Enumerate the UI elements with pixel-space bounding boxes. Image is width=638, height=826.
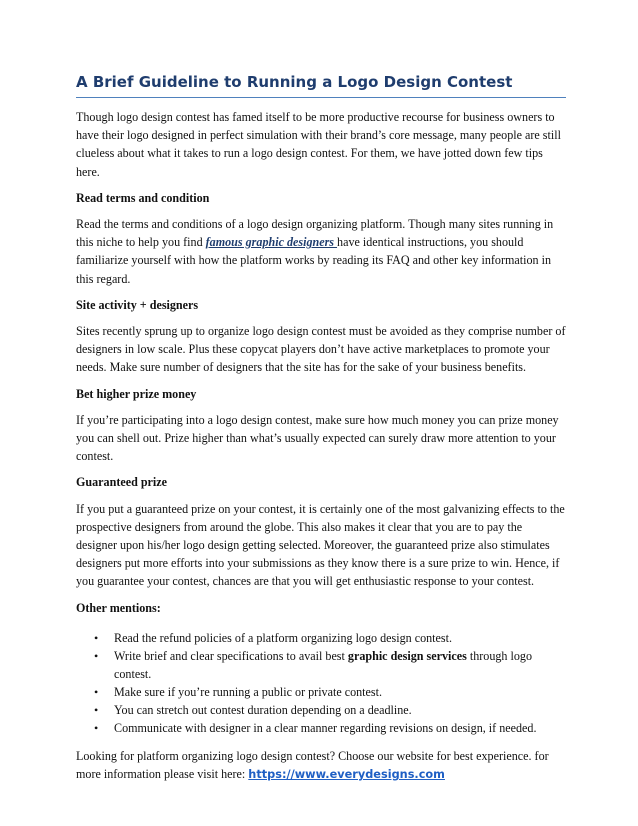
list-item [94,701,566,719]
graphic-design-services-bold: graphic design services [347,648,467,663]
section-heading-guaranteed: Guaranteed prize [76,475,168,490]
section-body-guaranteed: If you put a guaranteed prize on your contest, it is certainly one of the most galvanizing effects to the prospective designers from around the globe. This also makes it clear that you are to pay the designer upon his/her logo design getting selected. Moreover, the guaranteed prize also stimulates designers put more efforts into your submissions as they know there is a sure prize to win. Hence, if you guarantee your contest, chances are that you will get enthusiastic response to your contest. [76,501,565,589]
section-heading-terms: Read terms and condition [76,190,210,205]
bullet-icon: • [94,684,99,699]
list-item [94,719,566,737]
intro-paragraph: Though logo design contest has famed itself to be more productive recourse for business owners to have their logo designed in perfect simulation with their brand’s core message, many people are still clueless about what it takes to run a logo design contest. For them, we have jotted down few tips here. [76,110,561,179]
list-item-text: Write brief and clear specifications to avail best [114,648,348,663]
terms-text-after: have identical instructions, you should familiarize yourself with how the platform works by reading its FAQ and other key information in this regard. [76,235,552,286]
famous-graphic-designers-link[interactable]: famous graphic designers [205,235,338,250]
section-body-prize: If you’re participating into a logo design contest, make sure how much money you can prize money you can shell out. Prize higher than what’s usually expected can surely draw more attention to your contest. [76,412,559,464]
terms-text-before: Read the terms and conditions of a logo design organizing platform. Though many sites running in this niche to help you find [76,217,554,250]
section-heading-activity: Site activity + designers [76,297,199,312]
page-title: A Brief Guideline to Running a Logo Design Contest [76,72,566,98]
list-item-text: Make sure if you’re running a public or private contest. [114,684,382,699]
bullet-icon: • [94,630,99,645]
section-heading-prize: Bet higher prize money [76,386,197,401]
list-item-text: You can stretch out contest duration depending on a deadline. [114,702,412,717]
section-heading-other: Other mentions: [76,600,161,615]
bullet-icon: • [94,702,99,717]
list-item-text: Communicate with designer in a clear manner regarding revisions on design, if needed. [114,720,537,735]
bullet-icon: • [94,720,99,735]
list-item-text: Read the refund policies of a platform organizing logo design contest. [114,630,452,645]
bullet-icon: • [94,648,99,663]
closing-paragraph [76,747,566,784]
list-item-text-after: through logo contest. [114,648,532,681]
section-body-activity: Sites recently sprung up to organize logo design contest must be avoided as they comprise number of designers in low scale. Plus these copycat players don’t have active marketplaces to promote your needs. Make sure number of designers that the site has for the sake of your business benefits. [76,324,566,375]
closing-text: Looking for platform organizing logo design contest? Choose our website for best experience. for more information please visit here: [76,748,549,782]
list-item [94,629,566,647]
section-body-terms [76,215,566,288]
list-item [94,647,566,683]
list-item [94,683,566,701]
document-page [76,72,566,784]
everydesigns-url-link[interactable]: https://www.everydesigns.com [248,768,445,782]
other-mentions-list [76,629,566,737]
